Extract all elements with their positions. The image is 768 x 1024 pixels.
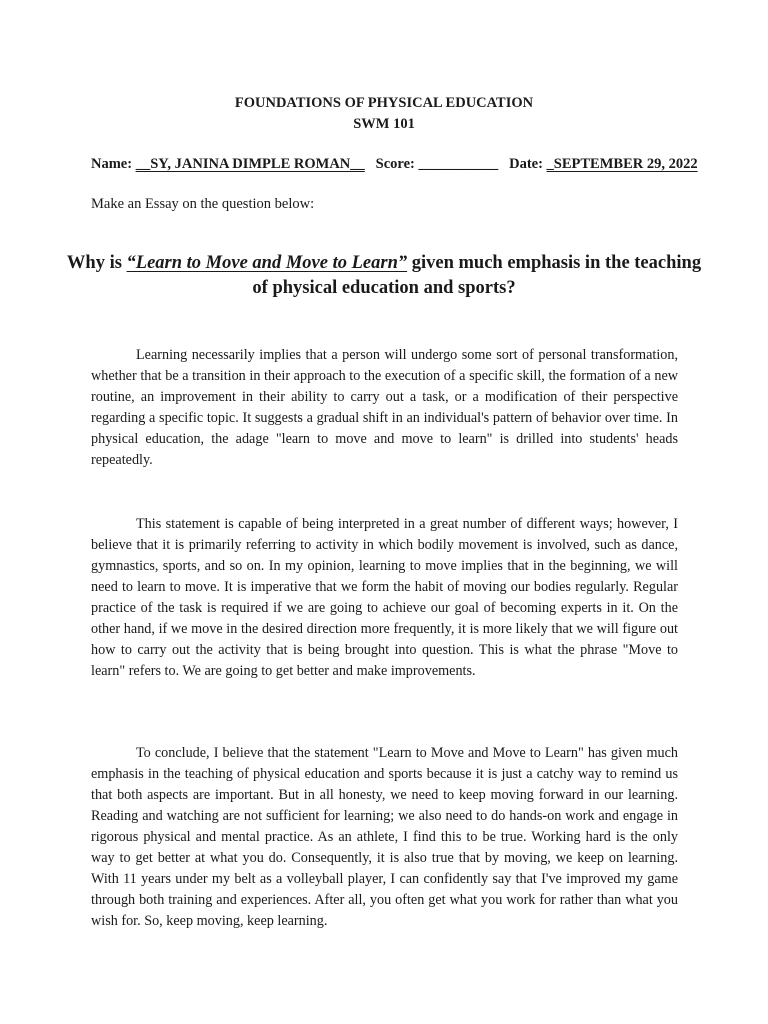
course-code: SWM 101 <box>353 116 415 132</box>
essay-paragraph: Learning necessarily implies that a person will undergo some sort of personal transformation, whether that be a transition in their approach to the execution of a specific skill, the formation of a new routine, an improvement in their ability to carry out a task, or a modification of their perspective regarding a specific topic. It suggests a gradual shift in an individual's pattern of behavior over time. In physical education, the adage "learn to move and move to learn" is drilled into students' heads repeatedly. <box>91 347 678 468</box>
name-value: __SY, JANINA DIMPLE ROMAN__ <box>135 156 365 172</box>
essay-paragraph: This statement is capable of being interpreted in a great number of different ways; however, I believe that it is primarily referring to activity in which bodily movement is involved, such as dance, gymnastics, sports, and so on. In my opinion, learning to move implies that in the beginning, we will need to learn to move. It is imperative that we form the habit of moving our bodies regularly. Regular practice of the task is required if we are going to achieve our goal of becoming experts in it. On the other hand, if we move in the desired direction more frequently, it is more likely that we will figure out how to carry out the activity that is being brought into question. This is what the phrase "Move to learn" refers to. We are going to get better and make improvements. <box>91 516 678 679</box>
score-label: Score: <box>375 156 415 172</box>
essay-instruction: Make an Essay on the question below: <box>91 196 315 212</box>
name-label: Name: <box>91 156 133 172</box>
date-value: _SEPTEMBER 29, 2022 <box>546 156 698 172</box>
student-info-line <box>91 154 698 174</box>
score-value: ___________ <box>418 156 499 172</box>
date-label: Date: <box>509 156 543 172</box>
question-prefix: Why is <box>66 253 127 273</box>
essay-paragraph: To conclude, I believe that the statement "Learn to Move and Move to Learn" has given much emphasis in the teaching of physical education and sports because it is just a catchy way to remind us that both aspects are important. But in all honesty, we need to keep moving forward in our learning. Reading and watching are not sufficient for learning; we also need to do hands-on work and engage in rigorous physical and mental practice. As an athlete, I find this to be true. Working hard is the only way to get better at what you do. Consequently, it is also true that by moving, we keep on learning. With 11 years under my belt as a volleyball player, I can confidently say that I've improved my game through both training and experiences. After all, you often get what you work for rather than what you wish for. So, keep moving, keep learning. <box>91 745 678 929</box>
course-title: FOUNDATIONS OF PHYSICAL EDUCATION <box>234 95 534 111</box>
essay-question <box>60 251 708 301</box>
question-suffix: given much emphasis in the teaching of physical education and sports? <box>252 253 702 298</box>
question-phrase: “Learn to Move and Move to Learn” <box>126 253 408 273</box>
